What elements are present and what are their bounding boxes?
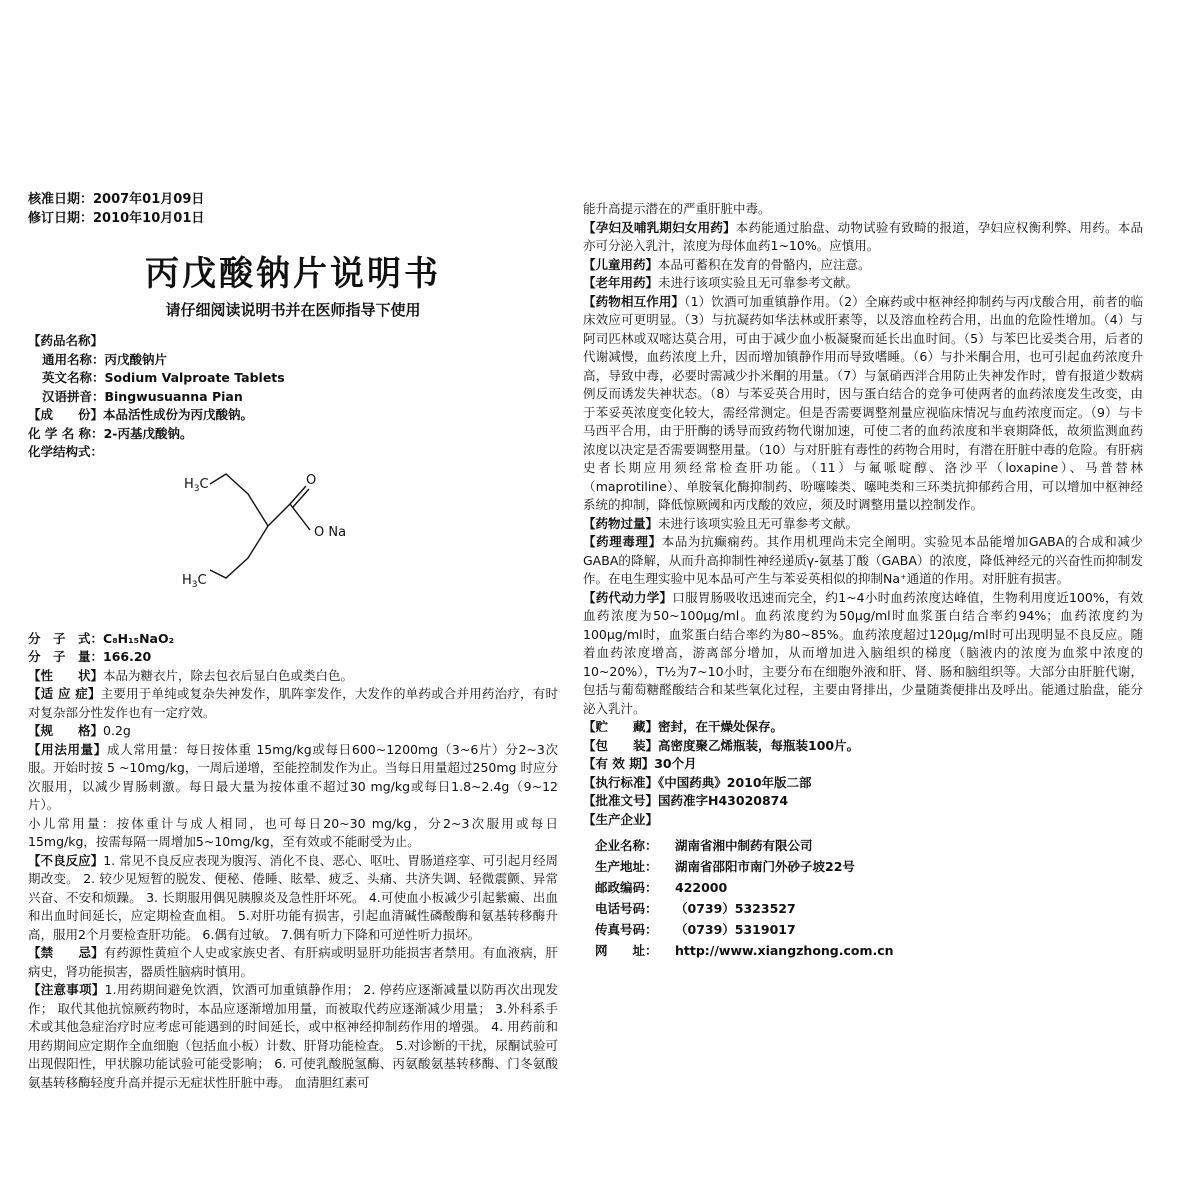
chem-name-label: 化 学 名 称： [28, 425, 104, 441]
pediatric-text: 本品可蓄积在发育的骨骼内，应注意。 [658, 256, 871, 272]
pharmacology-section [583, 533, 1143, 589]
dosage-section [28, 741, 558, 815]
interactions-header: 【药物相互作用】 [583, 293, 685, 309]
storage-header: 【贮 藏】 [583, 719, 659, 734]
spec-section [28, 722, 558, 741]
storage-text: 密封，在干燥处保存。 [658, 719, 784, 734]
carbonyl-oxygen-label: O [306, 472, 317, 488]
english-name: 英文名称：Sodium Valproate Tablets [42, 370, 285, 385]
pinyin-name: 汉语拼音：Bingwusuanna Pian [42, 388, 243, 404]
properties-header: 【性 状】 [28, 667, 104, 683]
storage-section [583, 718, 1143, 737]
indications-section [28, 685, 558, 722]
standard-text: 《中国药典》2010年版二部 [658, 774, 812, 790]
manufacturer-row-phone [583, 898, 1143, 919]
manufacturer-address-label: 生产地址： [595, 859, 658, 874]
revision-date: 修订日期：2010年10月01日 [28, 211, 205, 226]
standard-section [583, 774, 1143, 793]
ch3-top-label: $H_3C$ [184, 476, 209, 494]
drug-name-header: 【药品名称】 [28, 333, 104, 348]
formula-value: C₈H₁₅NaO₂ [103, 630, 175, 646]
adverse-header: 【不良反应】 [28, 852, 104, 868]
manufacturer-name-label: 企业名称： [595, 838, 658, 853]
left-column [28, 190, 558, 1092]
contraindications-text: 有药源性黄疸个人史或家族史者、有肝病或明显肝功能损害者禁用。有血液病，肝病史，肾功能损害，器质性脑病时慎用。 [28, 945, 558, 979]
pediatric-header: 【儿童用药】 [583, 256, 659, 272]
manufacturer-postcode-label: 邮政编码： [595, 880, 658, 895]
pregnancy-section [583, 219, 1143, 256]
manufacturer-postcode-value: 422000 [675, 880, 728, 895]
weight-label: 分 子 量： [28, 649, 104, 664]
common-name: 通用名称：丙戊酸钠片 [42, 351, 168, 367]
precautions-text: 1.用药期间避免饮酒，饮酒可加重镇静作用； 2. 停药应逐渐减量以防再次出现发作； 取代其他抗惊厥药物时，本品应逐渐增加用量，而被取代药应逐渐减少用量； 3.外科系手术或其他急症治疗时应考虑可能遇到的时间延长，或中枢神经抑制药作用的增强。 4. 用药前和用药期间应定期作全血细胞（包括血小板）计数、肝肾功能检查。 5.对诊断的干扰，尿酮试验可出现假阳性，甲状腺功能试验可能受影响； 6. 可使乳酸脱氢酶、丙氨酸氨基转移酶、门冬氨酸氨基转移酶轻度升高并提示无症状性肝脏中毒。 血清胆红素可 [28, 982, 558, 1090]
properties-section [28, 667, 558, 686]
precautions-section [28, 981, 558, 1092]
precautions-header: 【注意事项】 [28, 982, 105, 997]
dates-block [28, 190, 558, 228]
chem-name-text: 2-丙基戊酸钠。 [103, 425, 193, 441]
ch3-bottom-label: $H_3C$ [182, 572, 207, 590]
validity-section [583, 755, 1143, 774]
standard-header: 【执行标准】 [583, 774, 659, 790]
contraindications-section [28, 944, 558, 981]
overdose-text: 未进行该项实验且无可靠参考文献。 [658, 515, 859, 531]
indications-text: 主要用于单纯或复杂失神发作，肌阵挛发作，大发作的单药或合并用药治疗，有时对复杂部分性发作也有一定疗效。 [28, 686, 558, 720]
pharmacokinetics-section [583, 589, 1143, 719]
approval-section [583, 792, 1143, 811]
formula-row [28, 630, 558, 649]
geriatric-header: 【老年用药】 [583, 275, 659, 290]
manufacturer-name-value: 湖南省湘中制药有限公司 [675, 838, 813, 853]
formula-label: 分 子 式： [28, 630, 104, 646]
manufacturer-website-label: 网 址： [595, 943, 658, 958]
pregnancy-text: 本药能通过胎盘、动物试验有致畸的报道，孕妇应权衡利弊、用药。本品亦可分泌入乳汁，浓度为母体血药1~10%。应慎用。 [583, 219, 1143, 253]
sodium-oxide-label: O Na [314, 524, 347, 540]
pediatric-section [583, 256, 1143, 275]
document-subtitle: 请仔细阅读说明书并在医师指导下使用 [165, 301, 421, 319]
composition-header: 【成 份】 [28, 407, 104, 422]
indications-header: 【适 应 症】 [28, 686, 101, 701]
document-title: 丙戊酸钠片说明书 [145, 254, 441, 294]
manufacturer-address-value: 湖南省邵阳市南门外砂子坡22号 [675, 859, 855, 874]
spec-text: 0.2g [103, 723, 131, 738]
validity-header: 【有 效 期】 [583, 756, 655, 771]
package-text: 高密度聚乙烯瓶装，每瓶装100片。 [658, 737, 860, 753]
overdose-header: 【药物过量】 [583, 515, 659, 531]
pharmacology-text: 本品为抗癫痫药。其作用机理尚未完全阐明。实验见本品能增加GABA的合成和减少GABA的降解，从而升高抑制性神经递质γ-氨基丁酸（GABA）的浓度，降低神经元的兴奋性而抑制发作。在电生理实验中见本品可产生与苯妥英相似的抑制Na⁺通道的作用。对肝脏有损害。 [583, 534, 1143, 586]
approval-date: 核准日期：2007年01月09日 [28, 192, 205, 207]
approval-header: 【批准文号】 [583, 793, 659, 808]
package-header: 【包 装】 [583, 737, 659, 753]
pregnancy-header: 【孕妇及哺乳期妇女用药】 [583, 219, 736, 235]
adverse-section [28, 852, 558, 945]
composition-section [28, 406, 558, 425]
validity-text: 30个月 [654, 756, 697, 771]
manufacturer-website-value: http://www.xiangzhong.com.cn [675, 943, 894, 958]
composition-text: 本品活性成份为丙戊酸钠。 [103, 407, 254, 422]
spec-header: 【规 格】 [28, 723, 104, 738]
adverse-text: 1. 常见不良反应表现为腹泻、消化不良、恶心、呕吐、胃肠道痉挛、可引起月经周期改变。 2. 较少见短暂的脱发、便秘、倦睡、眩晕、疲乏、头痛、共济失调、轻微震颤、异常兴奋、不安和烦躁。 3. 长期服用偶见胰腺炎及急性肝坏死。 4.可使血小板减少引起紫癜、出血和出血时间延长，应定期检查血相。 5.对肝功能有损害，引起血清碱性磷酸酶和氨基转移酶升高，服用2个月要检查肝功能。 6.偶有过敏。 7.偶有听力下降和可逆性听力损坏。 [28, 852, 558, 942]
manufacturer-row-address [583, 856, 1143, 877]
chem-name-section [28, 425, 558, 444]
pharmacokinetics-text: 口服胃肠吸收迅速而完全，约1~4小时血药浓度达峰值，生物利用度近100%，有效血药浓度为50~100μg/ml。血药浓度约为50μg/ml时血浆蛋白结合率约94%；血药浓度约为100μg/ml时，血浆蛋白结合率约为80~85%。血药浓度超过120μg/ml时可出现明显不良反应。随着血药浓度增高，游离部分增加，从而增加进入脑组织的梯度（脑液内的浓度为血浆中浓度的10~20%），T½为7~10小时，主要分布在细胞外液和肝、肾、肠和脑组织等。大部分由肝脏代谢，包括与葡萄糖醛酸结合和某些氧化过程，主要由肾排出，少量随粪便排出及呼出。能通过胎盘，能分泌入乳汁。 [583, 589, 1143, 716]
manufacturer-fax-value: （0739）5319017 [675, 922, 796, 937]
manufacturer-info [583, 835, 1143, 961]
approval-text: 国药准字H43020874 [658, 793, 789, 808]
interactions-text: （1）饮酒可加重镇静作用。（2）全麻药或中枢神经抑制药与丙戊酸合用，前者的临床效应可更明显。（3）与抗凝药如华法林或肝素等，以及溶血栓药合用，出血的危险性增加。（4）与阿司匹林或双嘧达莫合用，可由于减少血小板凝聚而延长出血时间。（5）与苯巴比妥类合用，后者的代谢减慢，血药浓度上升，因而增加镇静作用而导致嗜睡。（6）与扑米酮合用，也可引起血药浓度升高，导致中毒，必要时需减少扑米酮的用量。（7）与氯硝西泮合用防止失神发作时，曾有报道少数病例反而诱发失神状态。（8）与苯妥英合用时，因与蛋白结合的竞争可使两者的血药浓度发生改变，由于苯妥英浓度变化较大，需经常测定。但是否需要调整剂量应视临床情况与血药浓度而定。（9）与卡马西平合用，由于肝酶的诱导而致药物代谢加速，可使二者的血药浓度和半衰期降低，故须监测血药浓度以决定是否需要调整用量。（10）与对肝脏有毒性的药物合用时，有潜在肝脏中毒的危险。有肝病史者长期应用须经常检查肝功能。（11）与氟哌啶醇、洛沙平（loxapine）、马普替林（maprotiline）、单胺氧化酶抑制药、吩噻嗪类、噻吨类和三环类抗抑郁药合用，可以增加中枢神经系统的抑制，降低惊厥阈和丙戊酸的效应，须及时调整用量以控制发作。 [583, 293, 1143, 512]
chemical-structure-diagram [168, 464, 388, 624]
manufacturer-phone-label: 电话号码： [595, 901, 658, 916]
dosage-text: 成人常用量：每日按体重 15mg/kg或每日600~1200mg（3~6片）分2~3次服。开始时按 5 ~10mg/kg，一周后递增，至能控制发作为止。当每日用量超过250mg 时应分次服用，以减少胃肠刺激。每日最大量为按体重不超过30 mg/kg或每日1.8~2.4g（9~12片）。 [28, 741, 558, 812]
properties-text: 本品为糖衣片，除去包衣后显白色或类白色。 [103, 667, 354, 683]
right-column [583, 200, 1143, 961]
weight-value: 166.20 [103, 649, 152, 664]
pharmacology-header: 【药理毒理】 [583, 534, 662, 549]
dosage-header: 【用法用量】 [28, 741, 107, 757]
weight-row [28, 648, 558, 667]
manufacturer-row-website [583, 940, 1143, 961]
manufacturer-row-fax [583, 919, 1143, 940]
overdose-section [583, 515, 1143, 534]
pharmacokinetics-header: 【药代动力学】 [583, 589, 673, 605]
manufacturer-row-postcode [583, 877, 1143, 898]
precautions-continued: 能升高提示潜在的严重肝脏中毒。 [583, 201, 771, 216]
manufacturer-header: 【生产企业】 [583, 811, 659, 827]
manufacturer-fax-label: 传真号码： [595, 922, 658, 937]
manufacturer-phone-value: （0739）5323527 [675, 901, 796, 916]
package-section [583, 737, 1143, 756]
manufacturer-row-name [583, 835, 1143, 856]
geriatric-section [583, 274, 1143, 293]
chem-struct-label: 化学结构式： [28, 444, 104, 459]
interactions-section [583, 293, 1143, 515]
geriatric-text: 未进行该项实验且无可靠参考文献。 [658, 275, 859, 290]
dosage-child: 小儿常用量：按体重计与成人相同，也可每日20~30 mg/kg，分2~3次服用或每日15mg/kg，按需每隔一周增加5~10mg/kg，至有效或不能耐受为止。 [28, 815, 558, 849]
contraindications-header: 【禁 忌】 [28, 945, 104, 960]
chemical-structure [28, 464, 558, 624]
